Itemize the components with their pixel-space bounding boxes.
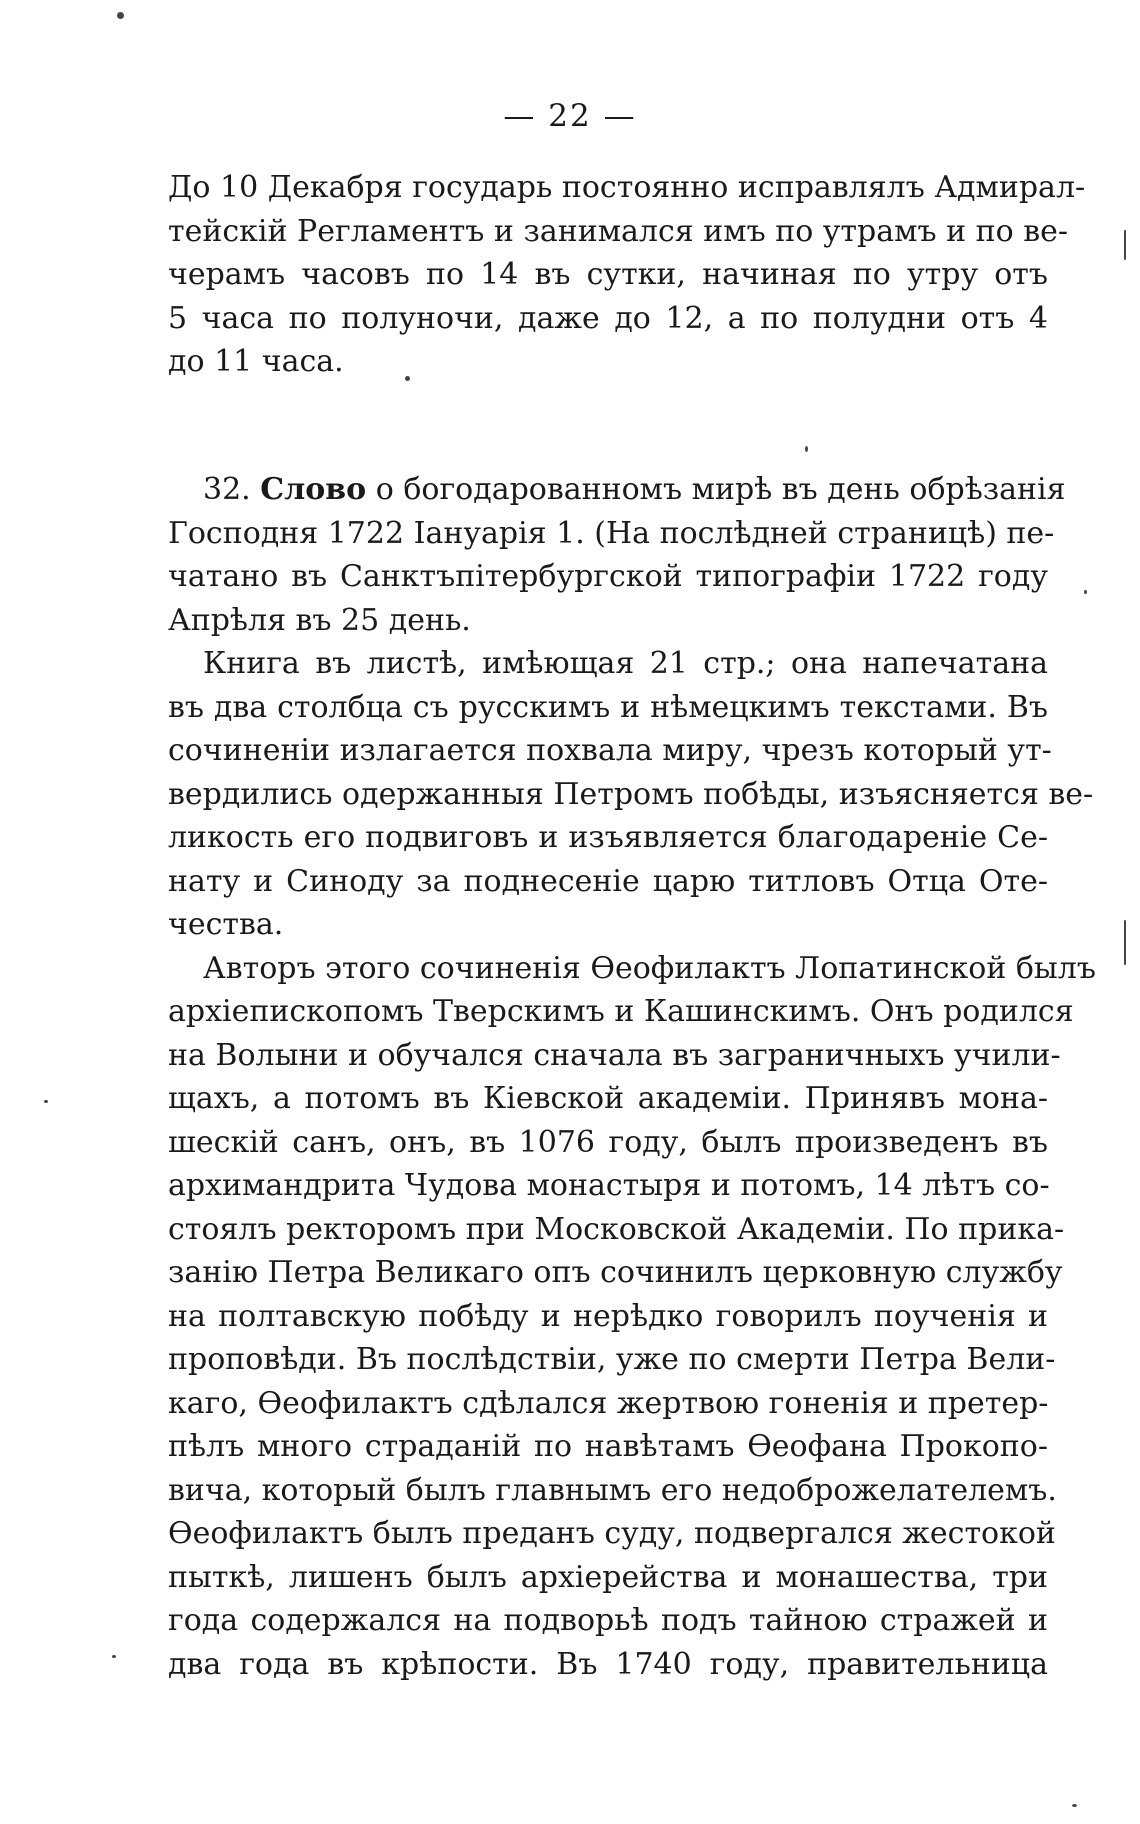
text-line: До 10 Декабря государь постоянно исправлялъ Адмирал- <box>168 170 1086 205</box>
print-speck <box>1124 920 1126 965</box>
print-speck <box>1084 590 1087 594</box>
paragraph-top <box>168 166 1086 384</box>
text-line: въ два столбца съ русскимъ и нѣмецкимъ текстами. Въ <box>168 689 1048 725</box>
text-line: нату и Синоду за поднесеніе царю титловъ Отца Оте- <box>168 863 1048 899</box>
text-line: Господня 1722 Іануарія 1. (На послѣдней страницѣ) пе- <box>168 515 1055 551</box>
text-line: до 11 часа. <box>168 344 344 379</box>
entry-number: 32. <box>203 472 251 507</box>
text-line: занію Петра Великаго опъ сочинилъ церковную службу <box>168 1255 1063 1290</box>
text-line: чества. <box>168 907 284 942</box>
print-speck <box>405 376 410 381</box>
print-speck <box>117 12 124 19</box>
print-speck <box>1124 230 1126 260</box>
text-line: щахъ, а потомъ въ Кіевской академіи. Принявъ мона- <box>168 1081 1048 1116</box>
bibliographic-entry <box>168 468 1096 1686</box>
entry-title: Слово <box>260 472 367 507</box>
text-line: архимандрита Чудова монастыря и потомъ, 14 лѣтъ со- <box>168 1168 1050 1203</box>
text-line: чатано въ Санктъпітербургской типографіи 1722 году <box>168 559 1048 594</box>
text-line: каго, Өеофилактъ сдѣлался жертвою гоненія и претер- <box>168 1385 1049 1421</box>
text-line: два года въ крѣпости. Въ 1740 году, правительница <box>168 1646 1048 1682</box>
text-line: на Волыни и обучался сначала въ заграничныхъ учили- <box>168 1037 1061 1073</box>
text-line: на полтавскую побѣду и нерѣдко говорилъ поученія и <box>168 1298 1048 1334</box>
text-line: архіепископомъ Тверскимъ и Кашинскимъ. Онъ родился <box>168 994 1074 1029</box>
text-line: проповѣди. Въ послѣдствіи, уже по смерти Петра Вели- <box>168 1342 1056 1377</box>
text-line: вича, который былъ главнымъ его недоброжелателемъ. <box>168 1472 1057 1508</box>
print-speck <box>112 1655 116 1658</box>
text-line: ликость его подвиговъ и изъявляется благодареніе Се- <box>168 820 1048 855</box>
print-speck <box>44 1100 48 1103</box>
text-line: Өеофилактъ былъ преданъ суду, подвергался жестокой <box>168 1516 1056 1551</box>
text-line: стоялъ ректоромъ при Московской Академіи. По прика- <box>168 1211 1065 1247</box>
text-line: Книга въ листѣ, имѣющая 21 стр.; она напечатана <box>203 646 1048 681</box>
print-speck <box>805 446 808 452</box>
text-line: тейскій Регламентъ и занимался имъ по утрамъ и по ве- <box>168 213 1068 249</box>
page-number: — 22 — <box>503 98 637 134</box>
print-speck <box>1072 1804 1077 1807</box>
text-line: 5 часа по полуночи, даже до 12, а по полудни отъ 4 <box>168 300 1048 336</box>
text-line: сочиненіи излагается похвала миру, чрезъ который ут- <box>168 733 1052 768</box>
text-line: года содержался на подворьѣ подъ тайною стражей и <box>168 1603 1048 1638</box>
text-line: пѣлъ много страданій по навѣтамъ Өеофана Прокопо- <box>168 1429 1048 1464</box>
text-line: черамъ часовъ по 14 въ сутки, начиная по утру отъ <box>168 257 1048 292</box>
text-line: шескій санъ, онъ, въ 1076 году, былъ произведенъ въ <box>168 1124 1048 1160</box>
text-line: вердились одержанныя Петромъ побѣды, изъясняется ве- <box>168 776 1094 812</box>
text-line: Апрѣля въ 25 день. <box>168 602 471 638</box>
entry-title-rest: о богодарованномъ мирѣ въ день обрѣзанія <box>375 472 1066 507</box>
text-line: пыткѣ, лишенъ былъ архіерейства и монашества, три <box>168 1559 1048 1595</box>
entry-heading-line <box>168 468 1066 512</box>
text-line: Авторъ этого сочиненія Өеофилактъ Лопатинской былъ <box>203 950 1096 986</box>
